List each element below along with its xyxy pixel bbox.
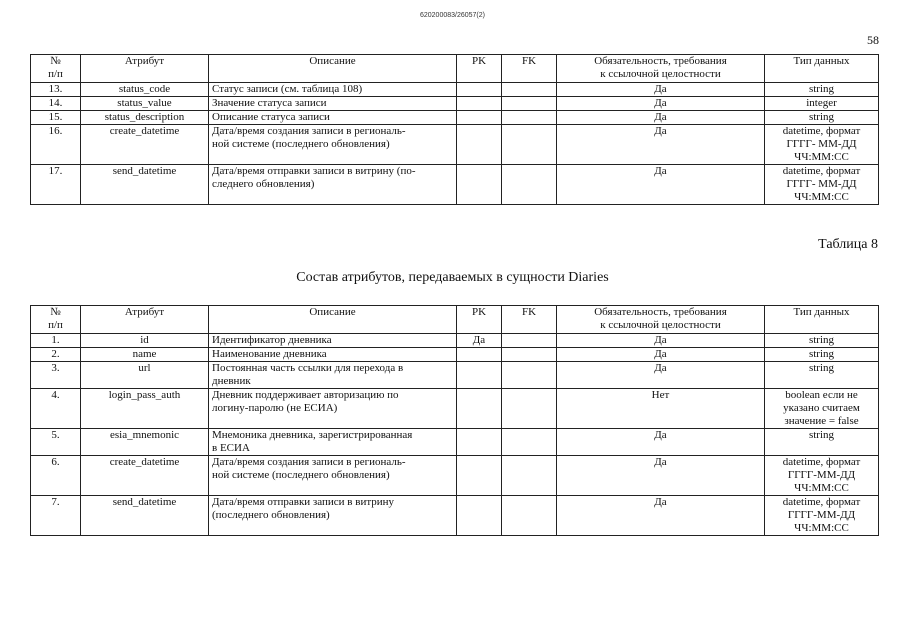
cell-fk [502, 389, 557, 429]
cell-requirement: Да [557, 429, 765, 456]
cell-datatype: string [765, 348, 879, 362]
cell-fk [502, 334, 557, 348]
cell-attribute: url [81, 362, 209, 389]
cell-description: Статус записи (см. таблица 108) [209, 83, 457, 97]
header-fk: FK [502, 55, 557, 83]
cell-pk [457, 348, 502, 362]
cell-attribute: login_pass_auth [81, 389, 209, 429]
table-row [31, 429, 879, 456]
cell-description: Мнемоника дневника, зарегистрированная в ЕСИА [209, 429, 457, 456]
cell-pk [457, 165, 502, 205]
cell-description: Значение статуса записи [209, 97, 457, 111]
cell-requirement: Нет [557, 389, 765, 429]
header-description: Описание [209, 306, 457, 334]
cell-description: Идентификатор дневника [209, 334, 457, 348]
cell-num: 6. [31, 456, 81, 496]
cell-num: 5. [31, 429, 81, 456]
cell-fk [502, 429, 557, 456]
cell-datatype: integer [765, 97, 879, 111]
cell-num: 13. [31, 83, 81, 97]
header-datatype: Тип данных [765, 55, 879, 83]
cell-fk [502, 111, 557, 125]
cell-datatype: boolean если не указано считаем значение = false [765, 389, 879, 429]
cell-num: 4. [31, 389, 81, 429]
cell-datatype: datetime, формат ГГГГ- ММ-ДД ЧЧ:ММ:СС [765, 125, 879, 165]
cell-num: 17. [31, 165, 81, 205]
cell-fk [502, 496, 557, 536]
cell-requirement: Да [557, 111, 765, 125]
cell-pk [457, 496, 502, 536]
cell-pk [457, 429, 502, 456]
cell-pk [457, 125, 502, 165]
table-row [31, 362, 879, 389]
header-description: Описание [209, 55, 457, 83]
cell-requirement: Да [557, 125, 765, 165]
cell-num: 2. [31, 348, 81, 362]
cell-datatype: datetime, формат ГГГГ-ММ-ДД ЧЧ:ММ:СС [765, 496, 879, 536]
cell-datatype: string [765, 362, 879, 389]
cell-datatype: datetime, формат ГГГГ- ММ-ДД ЧЧ:ММ:СС [765, 165, 879, 205]
page-number: 58 [867, 33, 879, 47]
cell-attribute: esia_mnemonic [81, 429, 209, 456]
cell-attribute: status_code [81, 83, 209, 97]
table-row [31, 111, 879, 125]
cell-num: 15. [31, 111, 81, 125]
cell-description: Постоянная часть ссылки для перехода в дневник [209, 362, 457, 389]
header-attribute: Атрибут [81, 306, 209, 334]
cell-description: Дата/время создания записи в региональ- ной системе (последнего обновления) [209, 456, 457, 496]
cell-description: Дата/время отправки записи в витрину (последнего обновления) [209, 496, 457, 536]
diaries-attributes-table [30, 305, 879, 536]
cell-description: Дневник поддерживает авторизацию по логину-паролю (не ЕСИА) [209, 389, 457, 429]
cell-requirement: Да [557, 362, 765, 389]
header-datatype: Тип данных [765, 306, 879, 334]
cell-fk [502, 83, 557, 97]
cell-description: Наименование дневника [209, 348, 457, 362]
table-number-label: Таблица 8 [818, 237, 878, 252]
cell-requirement: Да [557, 496, 765, 536]
header-num: № п/п [31, 55, 81, 83]
cell-num: 1. [31, 334, 81, 348]
cell-datatype: string [765, 111, 879, 125]
header-requirement: Обязательность, требования к ссылочной целостности [557, 306, 765, 334]
cell-description: Дата/время создания записи в региональ- ной системе (последнего обновления) [209, 125, 457, 165]
table-row [31, 496, 879, 536]
cell-fk [502, 97, 557, 111]
cell-attribute: name [81, 348, 209, 362]
cell-attribute: create_datetime [81, 125, 209, 165]
table-title: Состав атрибутов, передаваемых в сущности Diaries [296, 270, 609, 285]
cell-datatype: string [765, 83, 879, 97]
cell-datatype: string [765, 429, 879, 456]
header-num: № п/п [31, 306, 81, 334]
cell-description: Описание статуса записи [209, 111, 457, 125]
header-fk: FK [502, 306, 557, 334]
cell-requirement: Да [557, 456, 765, 496]
header-attribute: Атрибут [81, 55, 209, 83]
cell-attribute: id [81, 334, 209, 348]
cell-pk [457, 83, 502, 97]
cell-num: 14. [31, 97, 81, 111]
cell-pk [457, 97, 502, 111]
cell-description: Дата/время отправки записи в витрину (по- следнего обновления) [209, 165, 457, 205]
cell-requirement: Да [557, 97, 765, 111]
cell-pk [457, 111, 502, 125]
cell-attribute: create_datetime [81, 456, 209, 496]
cell-fk [502, 165, 557, 205]
cell-pk [457, 362, 502, 389]
cell-pk [457, 389, 502, 429]
cell-num: 7. [31, 496, 81, 536]
attributes-table-continued [30, 54, 879, 205]
cell-pk: Да [457, 334, 502, 348]
cell-attribute: status_value [81, 97, 209, 111]
cell-fk [502, 456, 557, 496]
cell-attribute: send_datetime [81, 496, 209, 536]
cell-requirement: Да [557, 165, 765, 205]
cell-fk [502, 362, 557, 389]
header-requirement: Обязательность, требования к ссылочной целостности [557, 55, 765, 83]
cell-attribute: status_description [81, 111, 209, 125]
cell-num: 16. [31, 125, 81, 165]
table-row [31, 456, 879, 496]
table-row [31, 165, 879, 205]
table-header-row [31, 306, 879, 334]
table-row [31, 334, 879, 348]
cell-pk [457, 456, 502, 496]
table-row [31, 389, 879, 429]
cell-fk [502, 125, 557, 165]
cell-requirement: Да [557, 334, 765, 348]
header-pk: PK [457, 55, 502, 83]
table-row [31, 83, 879, 97]
header-pk: PK [457, 306, 502, 334]
document-id: 620200083/26057(2) [419, 12, 485, 19]
table-header-row [31, 55, 879, 83]
cell-num: 3. [31, 362, 81, 389]
cell-attribute: send_datetime [81, 165, 209, 205]
cell-datatype: string [765, 334, 879, 348]
cell-requirement: Да [557, 348, 765, 362]
table-row [31, 97, 879, 111]
table-row [31, 348, 879, 362]
table-row [31, 125, 879, 165]
cell-fk [502, 348, 557, 362]
cell-requirement: Да [557, 83, 765, 97]
cell-datatype: datetime, формат ГГГГ-ММ-ДД ЧЧ:ММ:СС [765, 456, 879, 496]
